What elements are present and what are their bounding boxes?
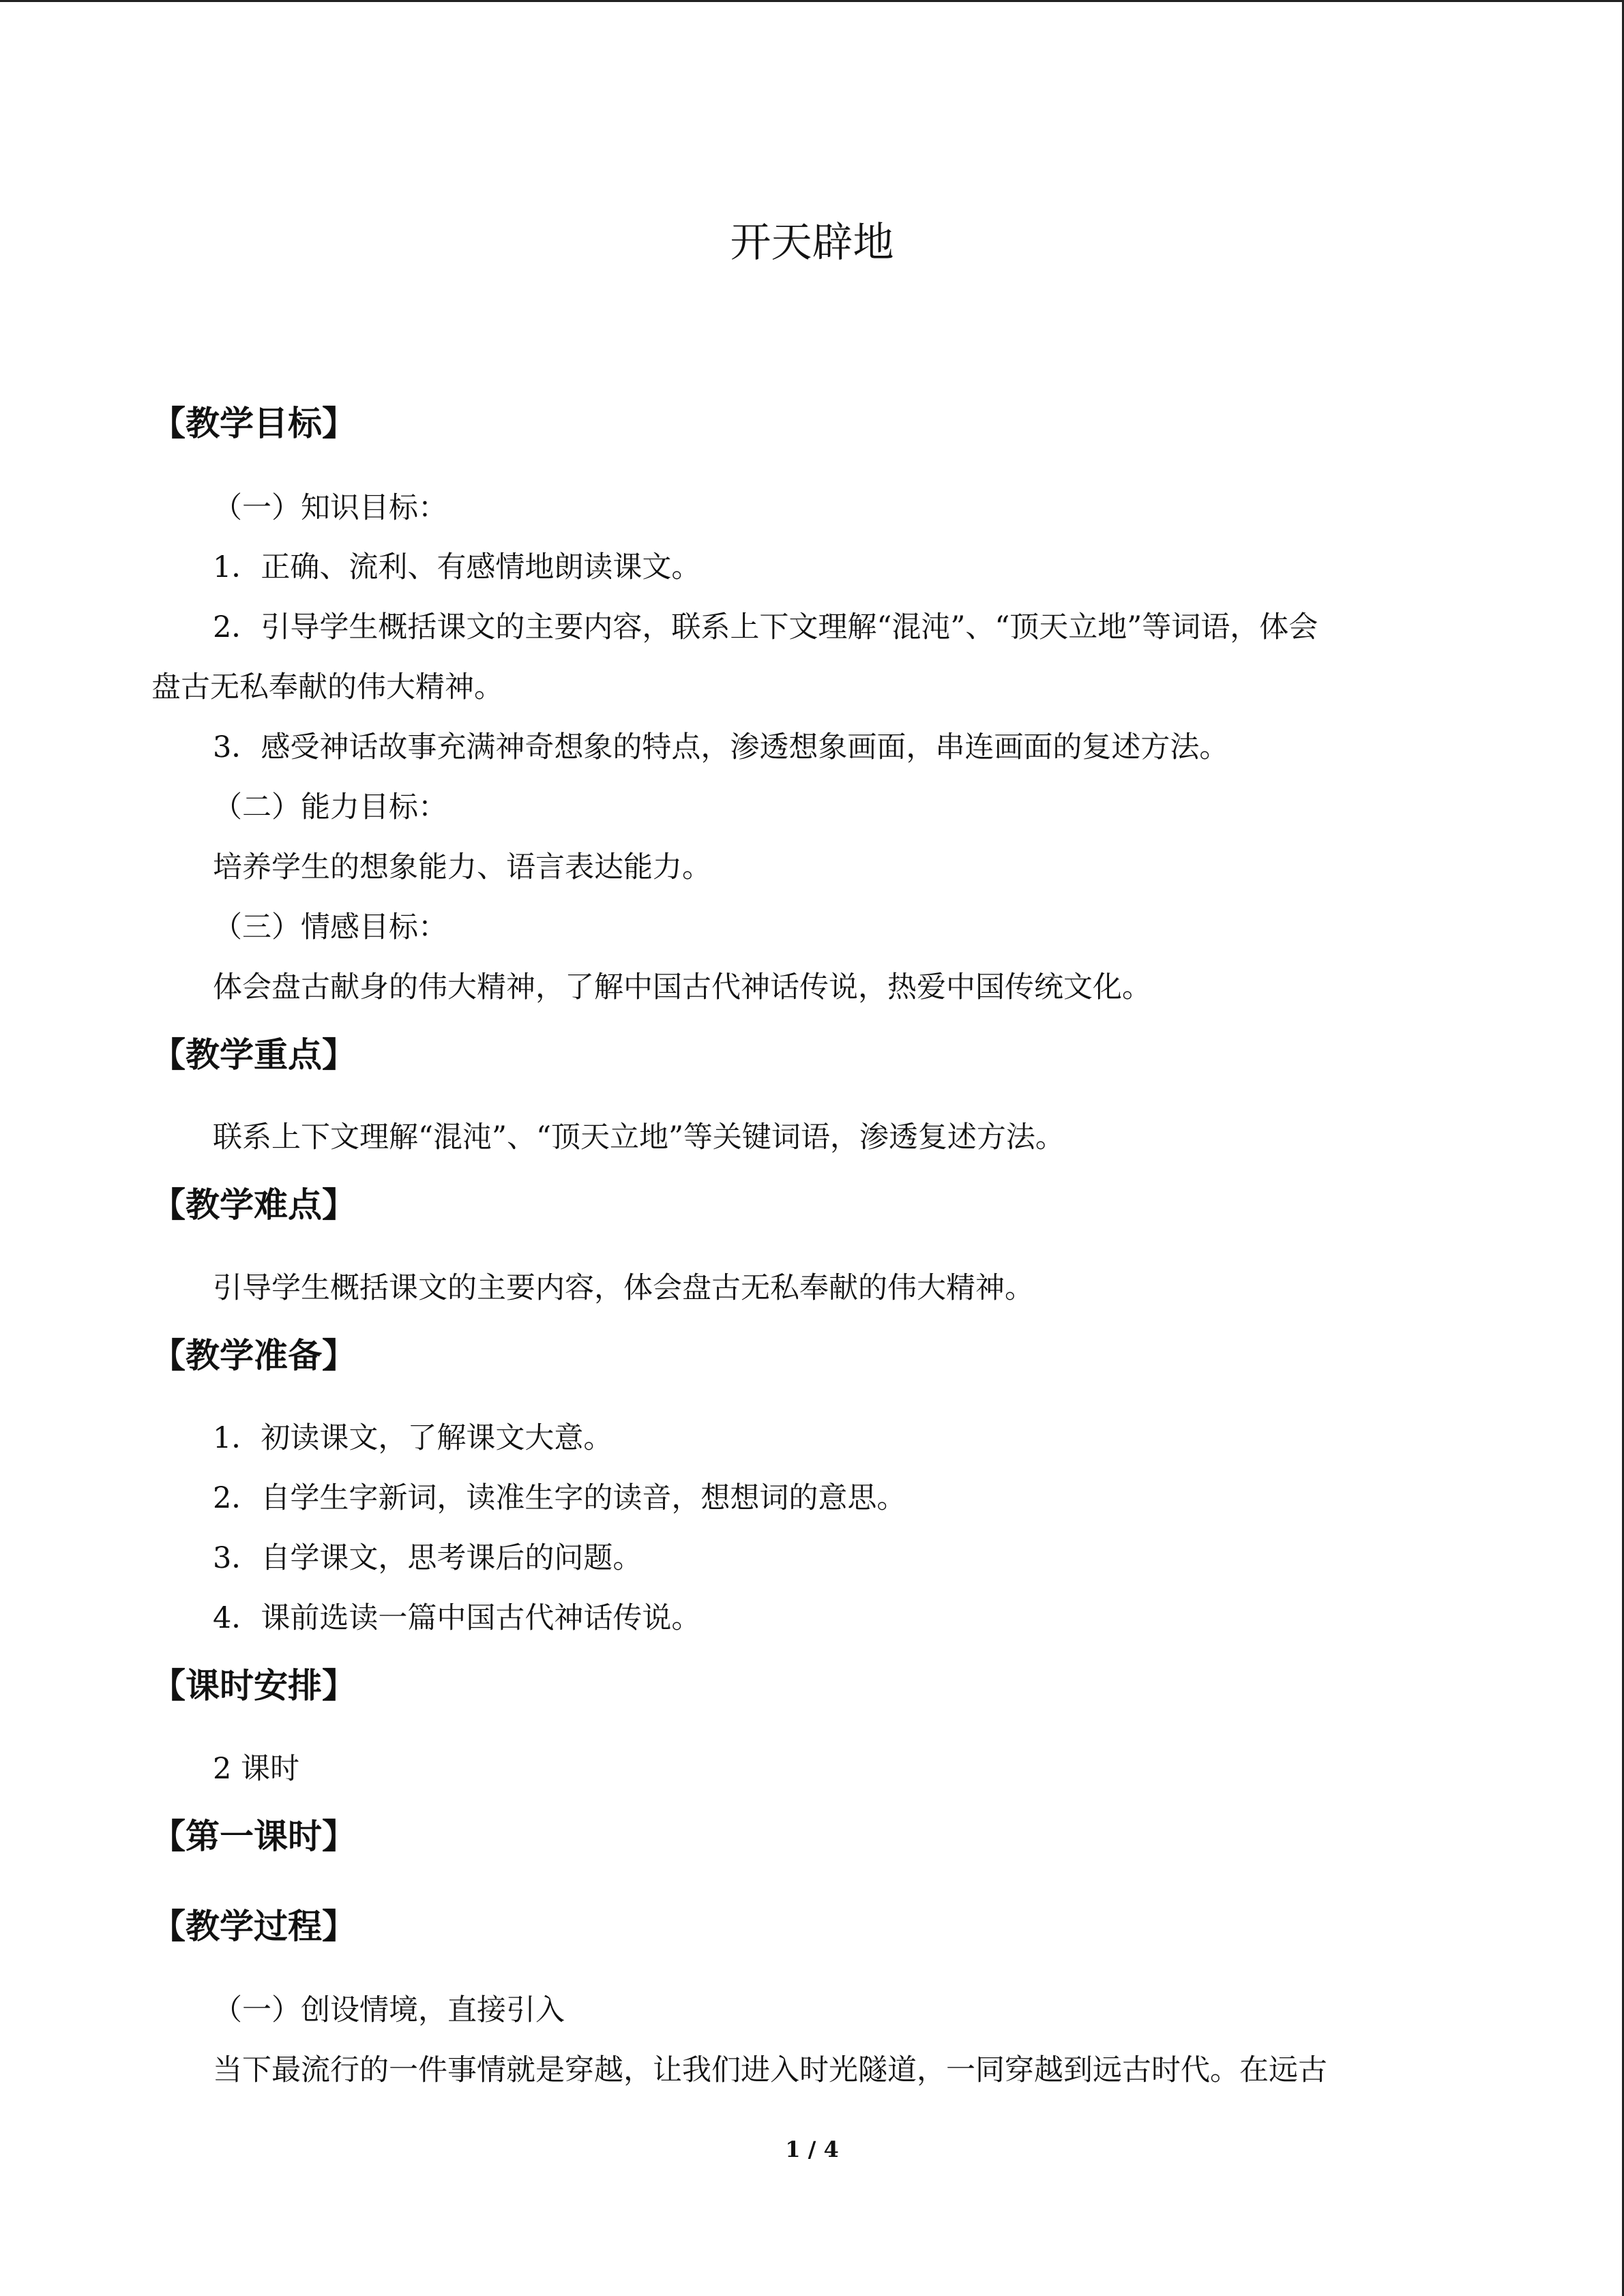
process-step-1: （一）创设情境，直接引入 bbox=[213, 1993, 565, 2027]
first-lesson-heading: 【第一课时】 bbox=[151, 1817, 356, 1856]
emotion-goal-text: 体会盘古献身的伟大精神，了解中国古代神话传说，热爱中国传统文化。 bbox=[213, 970, 1151, 1004]
objectives-heading: 【教学目标】 bbox=[151, 404, 356, 443]
emotion-goal-label: （三）情感目标： bbox=[213, 910, 447, 944]
objective-item-2b: 盘古无私奉献的伟大精神。 bbox=[151, 670, 503, 704]
preparation-item-2: 2．自学生字新词，读准生字的读音，想想词的意思。 bbox=[213, 1481, 906, 1515]
schedule-heading: 【课时安排】 bbox=[151, 1666, 356, 1705]
preparation-heading: 【教学准备】 bbox=[151, 1336, 356, 1375]
preparation-item-3: 3．自学课文，思考课后的问题。 bbox=[213, 1541, 643, 1575]
document-title: 开天辟地 bbox=[730, 219, 894, 267]
preparation-item-4: 4．课前选读一篇中国古代神话传说。 bbox=[213, 1601, 701, 1635]
knowledge-goal-label: （一）知识目标： bbox=[213, 491, 447, 525]
ability-goal-label: （二）能力目标： bbox=[213, 790, 447, 824]
preparation-item-1: 1．初读课文，了解课文大意。 bbox=[213, 1421, 613, 1455]
difficulties-text: 引导学生概括课文的主要内容，体会盘古无私奉献的伟大精神。 bbox=[213, 1271, 1034, 1305]
objective-item-3: 3．感受神话故事充满神奇想象的特点，渗透想象画面，串连画面的复述方法。 bbox=[213, 730, 1229, 764]
process-text: 当下最流行的一件事情就是穿越，让我们进入时光隧道，一同穿越到远古时代。在远古 bbox=[213, 2053, 1327, 2087]
ability-goal-text: 培养学生的想象能力、语言表达能力。 bbox=[213, 850, 711, 884]
process-heading: 【教学过程】 bbox=[151, 1907, 356, 1946]
page-border-top bbox=[0, 0, 1624, 2]
key-points-text: 联系上下文理解“混沌”、“顶天立地”等关键词语，渗透复述方法。 bbox=[213, 1120, 1065, 1154]
key-points-heading: 【教学重点】 bbox=[151, 1035, 356, 1075]
objective-item-2a: 2．引导学生概括课文的主要内容，联系上下文理解“混沌”、“顶天立地”等词语，体会 bbox=[213, 610, 1318, 644]
page-number: 1 / 4 bbox=[785, 2136, 839, 2162]
objective-item-1: 1．正确、流利、有感情地朗读课文。 bbox=[213, 550, 701, 584]
schedule-text: 2 课时 bbox=[213, 1752, 300, 1786]
difficulties-heading: 【教学难点】 bbox=[151, 1185, 356, 1225]
